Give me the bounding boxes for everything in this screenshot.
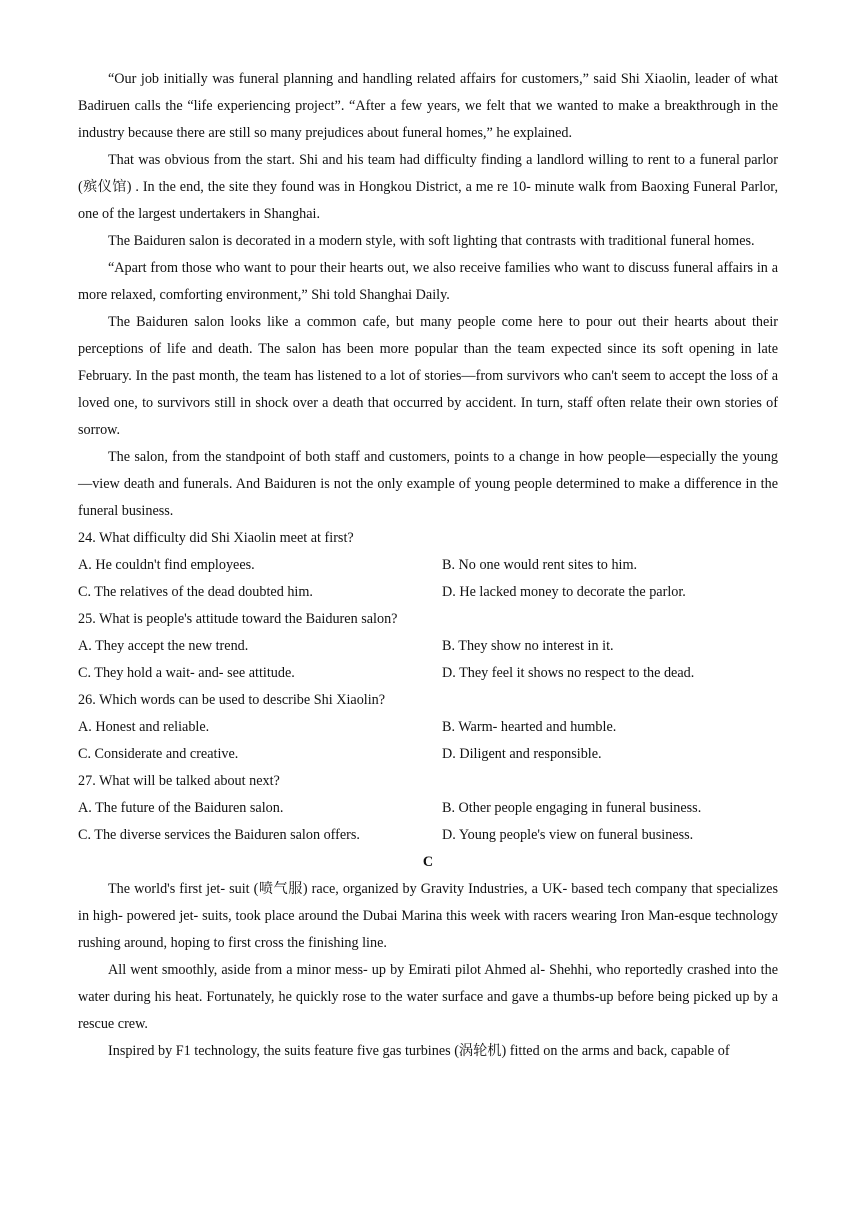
paragraph: The world's first jet- suit (喷气服) race, organized by Gravity Industries, a UK- based tech company that specializes in high- powered jet- suits, took place around the Dubai Marina this week with racers wearing Iron Man-esque technology rushing around, hoping to first cross the finishing line. bbox=[78, 881, 778, 951]
option-a: A. Honest and reliable. bbox=[78, 719, 210, 735]
passage-b bbox=[78, 66, 778, 849]
question-27 bbox=[78, 768, 778, 849]
option-a: A. The future of the Baiduren salon. bbox=[78, 800, 284, 816]
paragraph: The salon, from the standpoint of both staff and customers, points to a change in how people—especially the young—view death and funerals. And Baiduren is not the only example of young people determined to make a difference in the funeral business. bbox=[78, 449, 778, 519]
option-d: D. They feel it shows no respect to the dead. bbox=[442, 665, 695, 681]
document-page bbox=[78, 66, 778, 1065]
answer-options bbox=[78, 552, 778, 606]
option-c: C. The relatives of the dead doubted him. bbox=[78, 584, 313, 600]
option-d: D. Young people's view on funeral business. bbox=[442, 827, 694, 843]
paragraph: That was obvious from the start. Shi and his team had difficulty finding a landlord willing to rent to a funeral parlor (殡仪馆) . In the end, the site they found was in Hongkou District, a me re 10- minute walk from Baoxing Funeral Parlor, one of the largest undertakers in Shanghai. bbox=[78, 152, 778, 222]
option-c: C. The diverse services the Baiduren salon offers. bbox=[78, 827, 360, 843]
answer-options bbox=[78, 795, 778, 849]
section-heading: C bbox=[422, 854, 434, 870]
option-c: C. They hold a wait- and- see attitude. bbox=[78, 665, 295, 681]
option-b: B. Other people engaging in funeral business. bbox=[442, 800, 702, 816]
option-b: B. They show no interest in it. bbox=[442, 638, 614, 654]
paragraph: “Our job initially was funeral planning and handling related affairs for customers,” said Shi Xiaolin, leader of what Badiruen calls the “life experiencing project”. “After a few years, we felt that we wanted to make a breakthrough in the industry because there are still so many prejudices about funeral homes,” he explained. bbox=[78, 71, 778, 141]
paragraph: Inspired by F1 technology, the suits feature five gas turbines (涡轮机) fitted on the arms and back, capable of bbox=[108, 1043, 730, 1059]
paragraph: “Apart from those who want to pour their hearts out, we also receive families who want to discuss funeral affairs in a more relaxed, comforting environment,” Shi told Shanghai Daily. bbox=[78, 260, 778, 303]
option-a: A. He couldn't find employees. bbox=[78, 557, 255, 573]
paragraph: All went smoothly, aside from a minor mess- up by Emirati pilot Ahmed al- Shehhi, who reportedly crashed into the water during his heat. Fortunately, he quickly rose to the water surface and gave a thumbs-up before being picked up by a rescue crew. bbox=[78, 962, 778, 1032]
option-d: D. He lacked money to decorate the parlor. bbox=[442, 584, 686, 600]
answer-options bbox=[78, 633, 778, 687]
paragraph: The Baiduren salon looks like a common cafe, but many people come here to pour out their hearts about their perceptions of life and death. The salon has been more popular than the team expected since its soft opening in late February. In the past month, the team has listened to a lot of stories—from survivors who can't seem to accept the loss of a loved one, to survivors still in shock over a death that occurred by accident. In turn, staff often relate their own stories of sorrow. bbox=[78, 314, 778, 438]
question-26 bbox=[78, 687, 778, 768]
question-stem: 26. Which words can be used to describe Shi Xiaolin? bbox=[78, 692, 386, 708]
passage-c bbox=[78, 849, 778, 1065]
question-24 bbox=[78, 525, 778, 606]
question-25 bbox=[78, 606, 778, 687]
option-d: D. Diligent and responsible. bbox=[442, 746, 602, 762]
paragraph: The Baiduren salon is decorated in a modern style, with soft lighting that contrasts with traditional funeral homes. bbox=[108, 233, 755, 249]
question-stem: 24. What difficulty did Shi Xiaolin meet at first? bbox=[78, 530, 354, 546]
answer-options bbox=[78, 714, 778, 768]
question-stem: 25. What is people's attitude toward the Baiduren salon? bbox=[78, 611, 398, 627]
option-b: B. No one would rent sites to him. bbox=[442, 557, 638, 573]
question-stem: 27. What will be talked about next? bbox=[78, 773, 280, 789]
option-b: B. Warm- hearted and humble. bbox=[442, 719, 617, 735]
option-a: A. They accept the new trend. bbox=[78, 638, 249, 654]
option-c: C. Considerate and creative. bbox=[78, 746, 239, 762]
